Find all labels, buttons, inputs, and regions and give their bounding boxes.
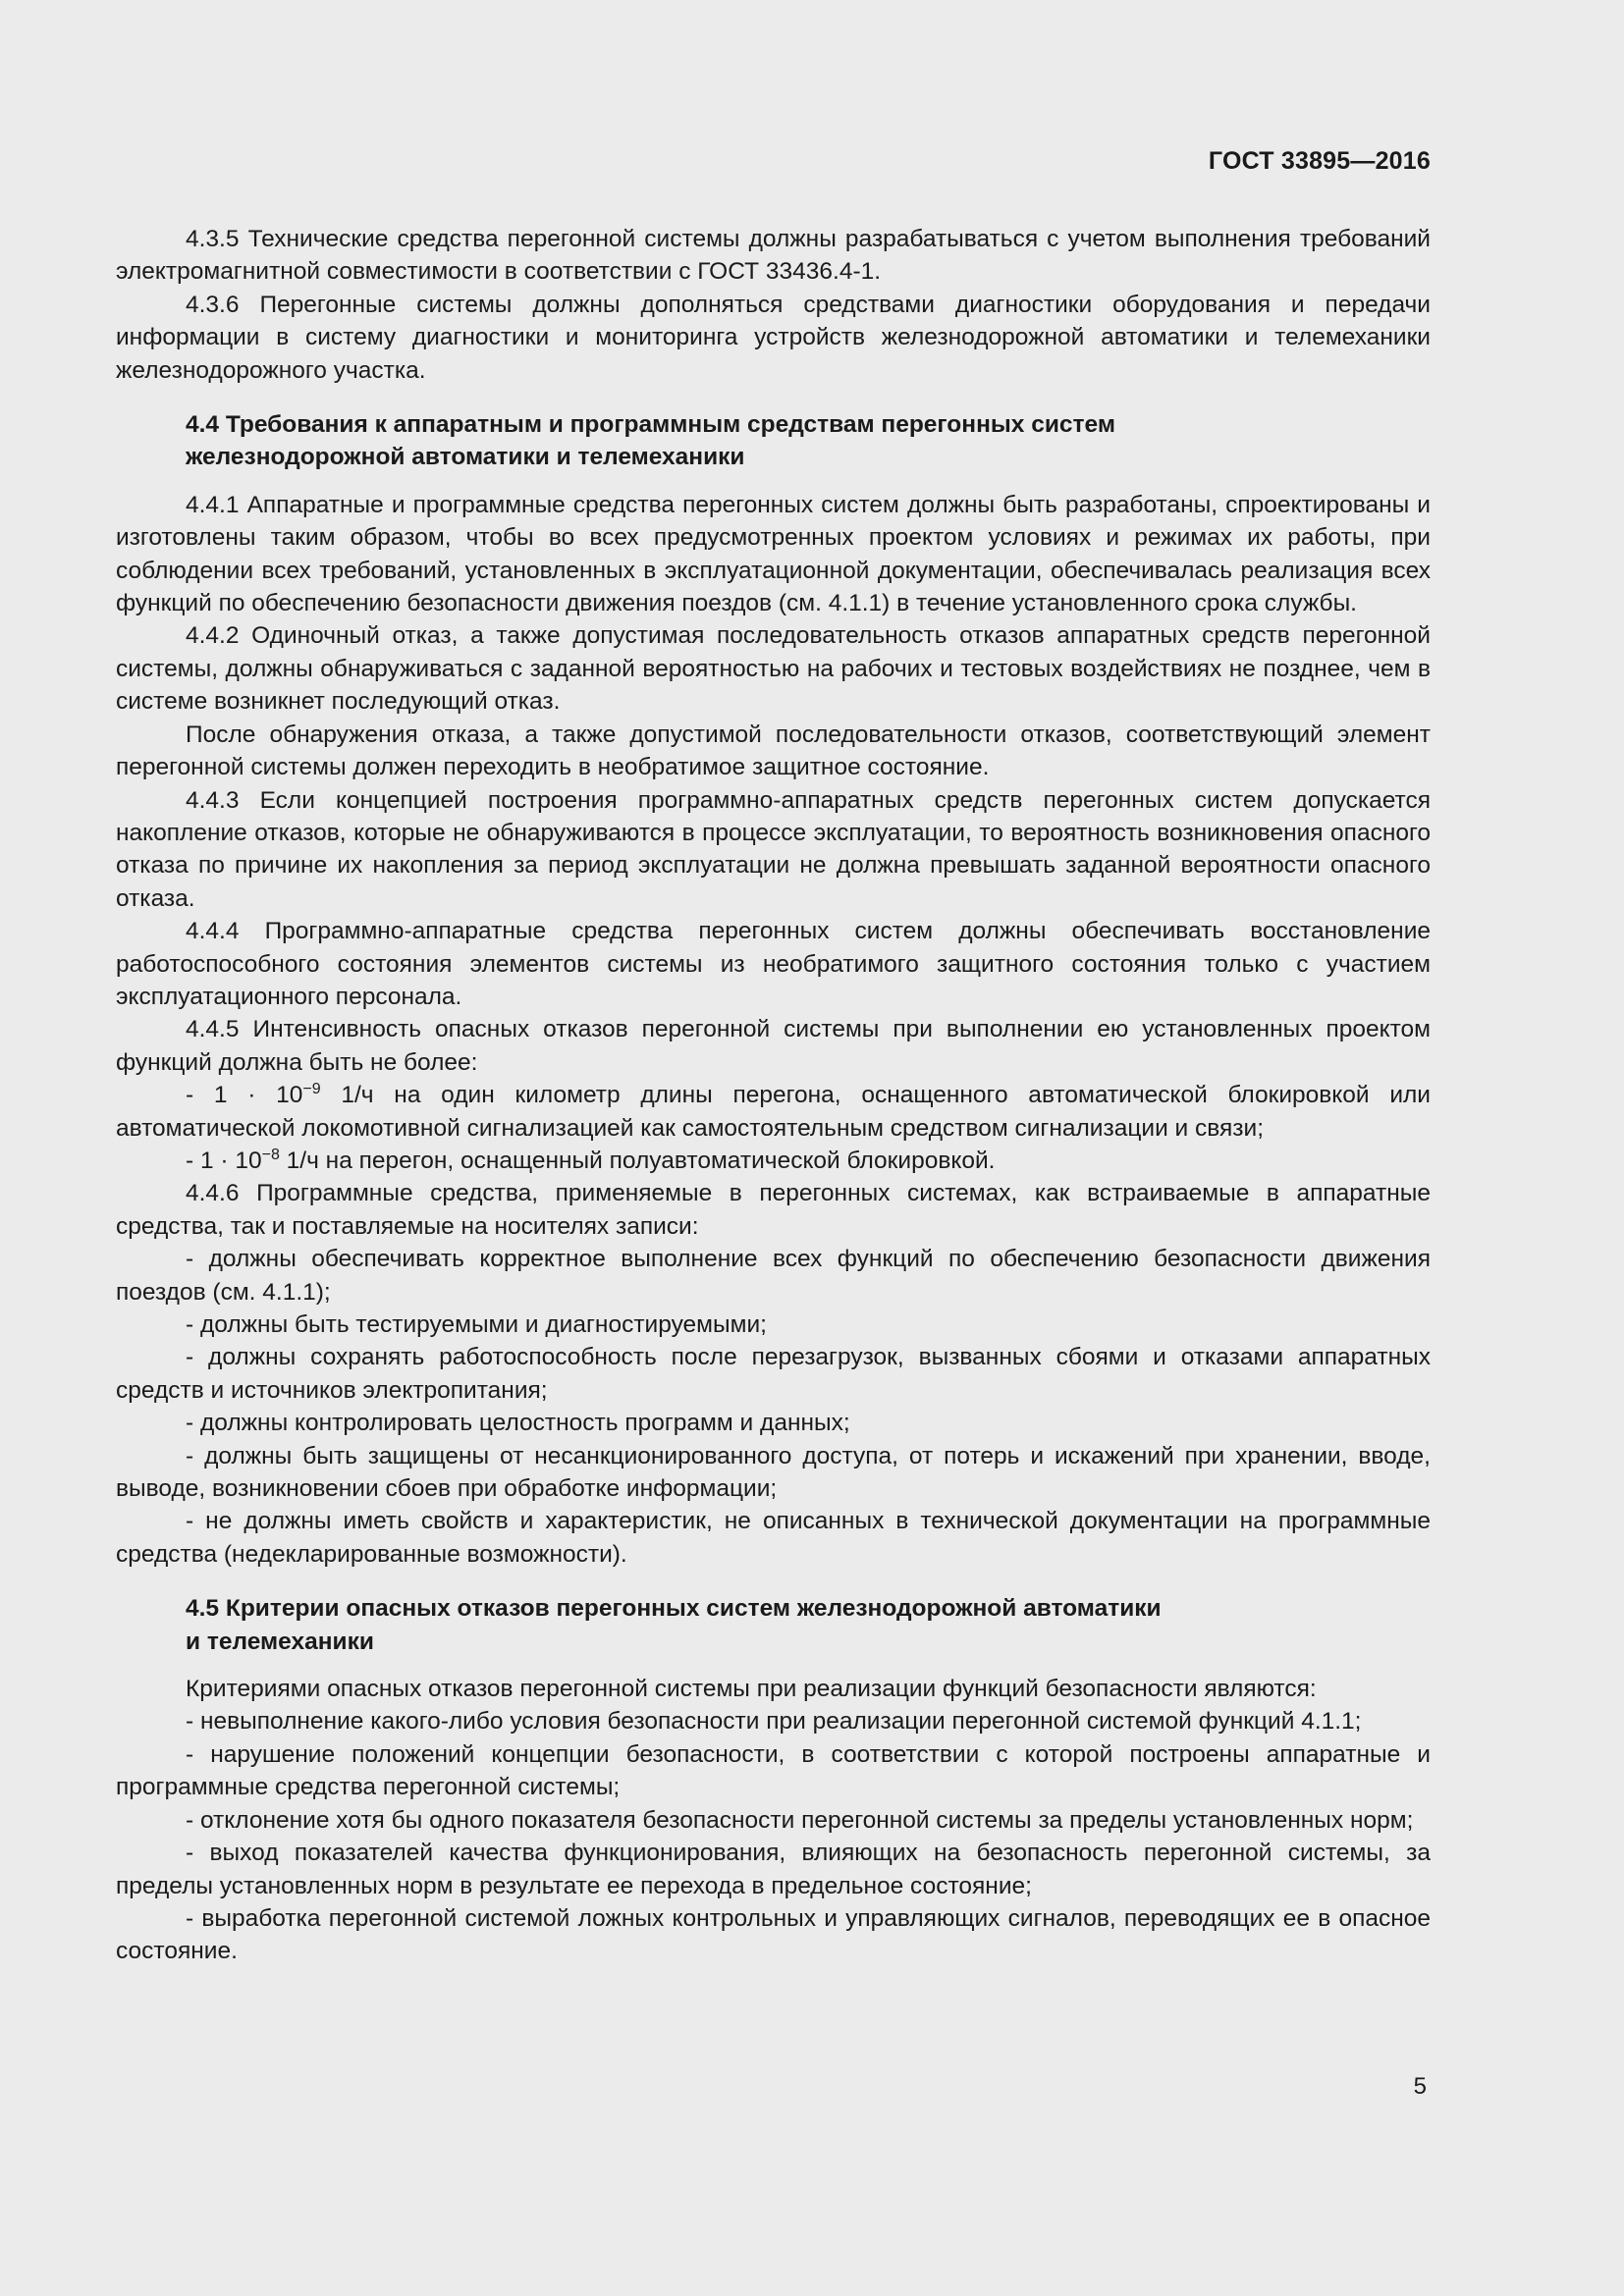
list-item: - выработка перегонной системой ложных контрольных и управляющих сигналов, переводящих ее в опасное состояние.	[116, 1904, 1431, 1965]
paragraph-4-4-3: 4.4.3 Если концепцией построения программно-аппаратных средств перегонных систем допускается накопление отказов, которые не обнаруживаются в процессе эксплуатации, то вероятность возникновения опасного отказа по причине их накопления за период эксплуатации не должна превышать заданной вероятности опасного отказа.	[116, 786, 1431, 912]
rate-item-1-prefix: - 1 · 10	[186, 1082, 303, 1109]
rate-item-1	[116, 1079, 1431, 1145]
list-item: - выход показателей качества функционирования, влияющих на безопасность перегонной системы, за пределы установленных норм в результате ее перехода в предельное состояние;	[116, 1840, 1431, 1899]
section-heading-4-4-line1: 4.4 Требования к аппаратным и программным средствам перегонных систем	[186, 411, 1115, 439]
list-item: - не должны иметь свойств и характеристик, не описанных в технической документации на программные средства (недекларированные возможности).	[116, 1508, 1431, 1568]
rate-item-2	[116, 1145, 1431, 1177]
paragraph-4-4-5: 4.4.5 Интенсивность опасных отказов перегонной системы при выполнении ею установленных проектом функций должна быть не более:	[116, 1016, 1431, 1076]
list-item: - нарушение положений концепции безопасности, в соответствии с которой построены аппаратные и программные средства перегонной системы;	[116, 1740, 1431, 1801]
section-heading-4-4	[116, 408, 1431, 474]
page-number: 5	[1413, 2073, 1427, 2100]
paragraph-4-4-6: 4.4.6 Программные средства, применяемые в перегонных системах, как встраиваемые в аппаратные средства, так и поставляемые на носителях записи:	[116, 1180, 1431, 1240]
document-body	[116, 223, 1431, 1968]
rate-item-1-text: 1/ч на один километр длины перегона, оснащенного автоматической блокировкой или автоматической локомотивной сигнализацией как самостоятельным средством сигнализации и связи;	[116, 1082, 1431, 1142]
paragraph-4-3-5: 4.3.5 Технические средства перегонной системы должны разрабатываться с учетом выполнения требований электромагнитной совместимости в соответствии с ГОСТ 33436.4-1.	[116, 226, 1431, 286]
paragraph-4-4-2-continued: После обнаружения отказа, а также допустимой последовательности отказов, соответствующий элемент перегонной системы должен переходить в необратимое защитное состояние.	[116, 721, 1431, 781]
rate-item-2-text: 1/ч на перегон, оснащенный полуавтоматической блокировкой.	[279, 1147, 996, 1174]
list-item: - невыполнение какого-либо условия безопасности при реализации перегонной системой функций 4.1.1;	[186, 1708, 1362, 1735]
paragraph-4-4-1: 4.4.1 Аппаратные и программные средства перегонных систем должны быть разработаны, спроектированы и изготовлены таким образом, чтобы во всех предусмотренных проектом условиях и режимах их работы, при соблюдении всех требований, установленных в эксплуатационной документации, обеспечивалась реализация всех функций по обеспечению безопасности движения поездов (см. 4.1.1) в течение установленного срока службы.	[116, 491, 1431, 617]
rate-item-2-exponent: −8	[261, 1146, 280, 1163]
document-header: ГОСТ 33895—2016	[1208, 147, 1431, 175]
rate-item-1-exponent: −9	[302, 1081, 321, 1098]
paragraph-4-5-intro: Критериями опасных отказов перегонной системы при реализации функций безопасности являются:	[186, 1676, 1317, 1703]
section-heading-4-4-line2: железнодорожной автоматики и телемеханики	[186, 444, 745, 471]
list-item: - должны быть защищены от несанкционированного доступа, от потерь и искажений при хранении, вводе, выводе, возникновении сбоев при обработке информации;	[116, 1442, 1431, 1503]
list-item: - отклонение хотя бы одного показателя безопасности перегонной системы за пределы установленных норм;	[186, 1806, 1414, 1834]
paragraph-4-4-2: 4.4.2 Одиночный отказ, а также допустимая последовательность отказов аппаратных средств перегонной системы, должны обнаруживаться с заданной вероятностью на рабочих и тестовых воздействиях не позднее, чем в системе возникнет последующий отказ.	[116, 622, 1431, 716]
section-heading-4-5-line2: и телемеханики	[186, 1628, 374, 1655]
list-item: - должны быть тестируемыми и диагностируемыми;	[186, 1311, 767, 1338]
list-item: - должны сохранять работоспособность после перезагрузок, вызванных сбоями и отказами аппаратных средств и источников электропитания;	[116, 1344, 1431, 1404]
list-item: - должны контролировать целостность программ и данных;	[186, 1410, 850, 1437]
paragraph-4-4-4: 4.4.4 Программно-аппаратные средства перегонных систем должны обеспечивать восстановление работоспособного состояния элементов системы из необратимого защитного состояния только с участием эксплуатационного персонала.	[116, 918, 1431, 1010]
rate-item-2-prefix: - 1 · 10	[186, 1147, 262, 1174]
list-item: - должны обеспечивать корректное выполнение всех функций по обеспечению безопасности движения поездов (см. 4.1.1);	[116, 1246, 1431, 1306]
paragraph-4-3-6: 4.3.6 Перегонные системы должны дополняться средствами диагностики оборудования и передачи информации в систему диагностики и мониторинга устройств железнодорожной автоматики и телемеханики железнодорожного участка.	[116, 291, 1431, 384]
section-heading-4-5	[116, 1592, 1431, 1658]
section-heading-4-5-line1: 4.5 Критерии опасных отказов перегонных систем железнодорожной автоматики	[186, 1595, 1162, 1623]
